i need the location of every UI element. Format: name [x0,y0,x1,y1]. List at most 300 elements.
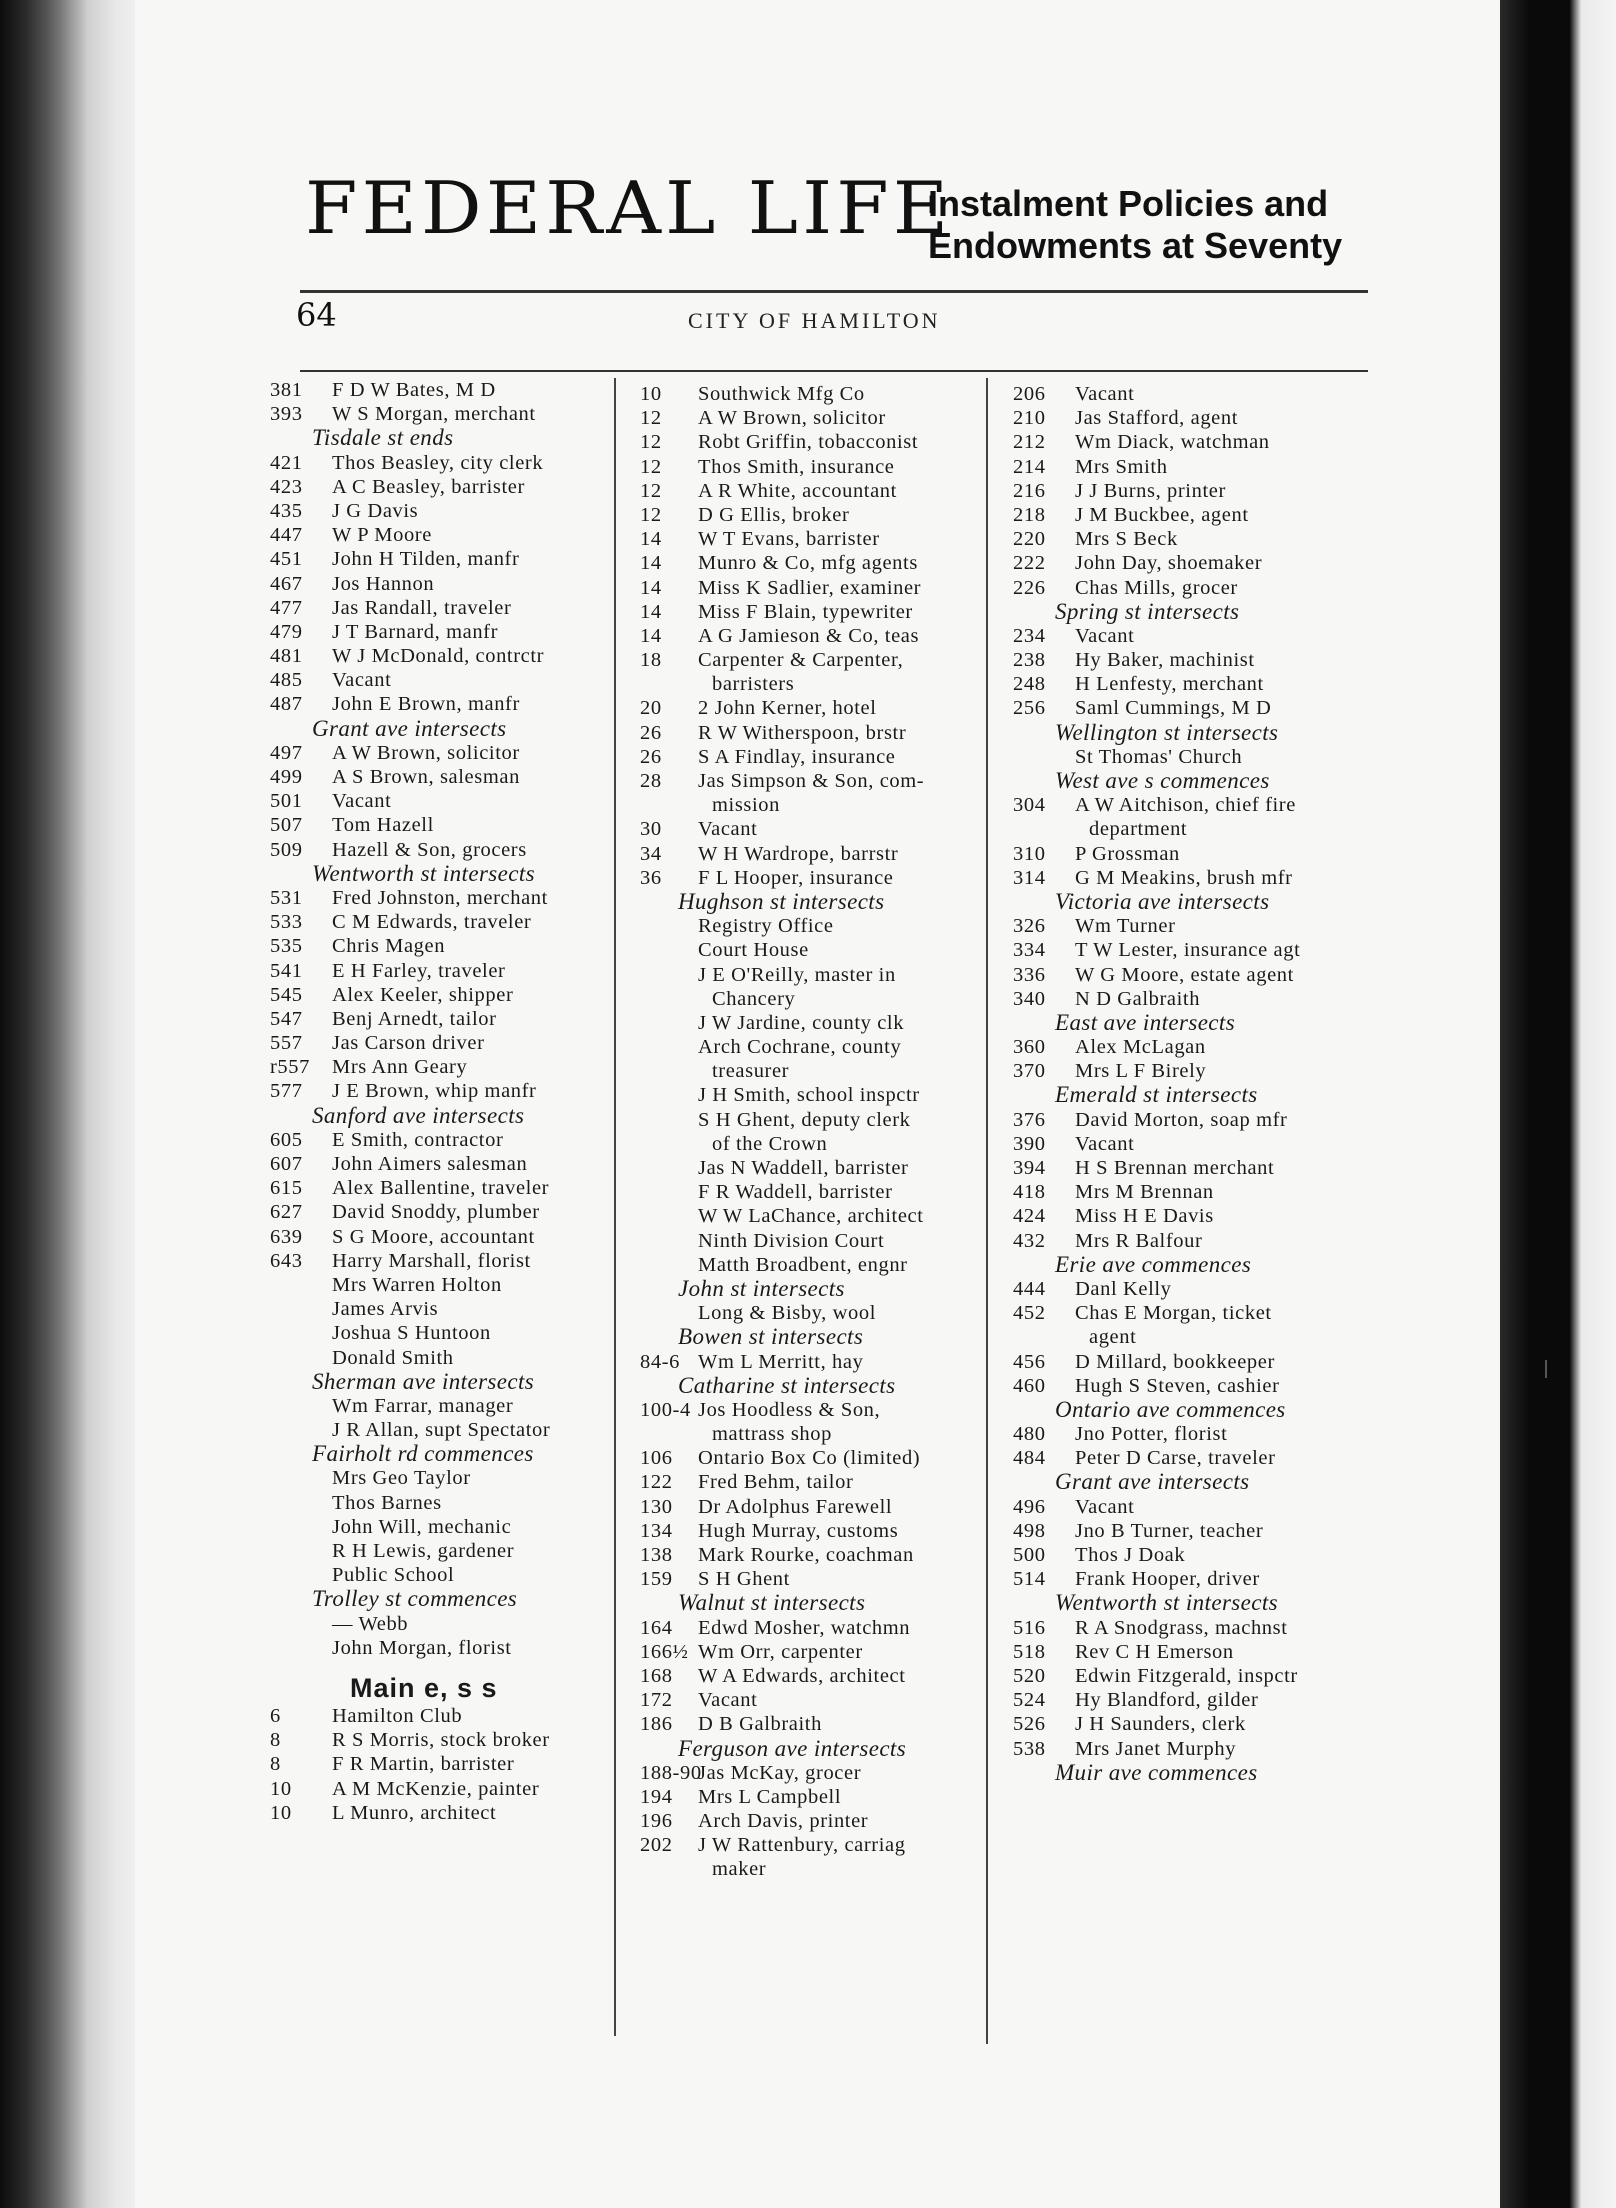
resident-name: L Munro, architect [332,1801,497,1824]
resident-name: Arch Cochrane, county [698,1036,902,1059]
resident-name: Alex McLagan [1075,1036,1206,1059]
directory-entry [1013,503,1368,527]
street-heading-text: Wellington st intersects [1055,719,1279,745]
directory-entry [640,406,986,430]
street-heading [270,1442,615,1466]
street-heading-text: Erie ave commences [1055,1251,1252,1277]
directory-entry [1013,1229,1368,1253]
directory-entry [1013,1495,1368,1519]
directory-entry [270,1007,615,1031]
house-number: 106 [640,1447,673,1470]
directory-entry [640,1059,986,1083]
house-number: 340 [1013,987,1046,1010]
street-heading-text: Walnut st intersects [678,1590,866,1616]
resident-name: Rev C H Emerson [1075,1640,1234,1663]
house-number: 577 [270,1080,303,1103]
directory-entry [1013,1301,1368,1325]
house-number: 516 [1013,1616,1046,1639]
resident-name: Registry Office [698,915,834,938]
resident-name: Joshua S Huntoon [332,1322,491,1345]
street-heading-text: Bowen st intersects [678,1324,864,1350]
street-heading-text: Catharine st intersects [678,1372,896,1398]
resident-name: maker [712,1858,767,1881]
directory-entry [1013,1204,1368,1228]
directory-entry [1013,1543,1368,1567]
directory-entry [270,1418,615,1442]
directory-entry [640,430,986,454]
street-heading [1013,1011,1368,1035]
directory-entry [640,1833,986,1857]
resident-name: R H Lewis, gardener [332,1540,515,1562]
street-heading [640,1591,986,1615]
resident-name: A R White, accountant [698,479,897,502]
street-heading-text: East ave intersects [1055,1009,1236,1035]
resident-name: Jas Carson driver [332,1032,485,1055]
directory-entry [640,455,986,479]
directory-entry [1013,1277,1368,1301]
directory-entry [270,547,615,571]
directory-column-3 [1013,382,1368,1785]
house-number: 627 [270,1201,303,1224]
street-heading [1013,769,1368,793]
directory-entry [640,1664,986,1688]
house-number: 6 [270,1704,281,1727]
resident-name: Jas Simpson & Son, com- [698,770,925,792]
page-number: 64 [296,296,337,334]
directory-entry [1013,382,1368,406]
resident-name: Vacant [698,1689,758,1712]
resident-name: S H Ghent, deputy clerk [698,1108,911,1131]
directory-entry [1013,1712,1368,1736]
street-heading [270,1370,615,1394]
house-number: 545 [270,983,303,1006]
resident-name: F D W Bates, M D [332,379,496,401]
resident-name: A W Aitchison, chief fire [1075,794,1296,817]
resident-name: Chancery [712,987,796,1010]
directory-entry [640,1422,986,1446]
directory-entry [270,1249,615,1273]
directory-entry [1013,1664,1368,1688]
resident-name: A W Brown, solicitor [332,741,520,764]
directory-entry [640,672,986,696]
directory-entry [1013,576,1368,600]
directory-entry [640,745,986,769]
resident-name: S H Ghent [698,1568,790,1591]
street-heading-text: Spring st intersects [1055,598,1240,624]
house-number: 518 [1013,1640,1046,1663]
resident-name: Mark Rourke, coachman [698,1544,914,1566]
house-number: 487 [270,693,303,716]
resident-name: W P Moore [332,524,432,547]
house-number: 134 [640,1519,673,1542]
directory-entry [270,692,615,716]
house-number: 334 [1013,939,1046,962]
resident-name: S A Findlay, insurance [698,745,896,768]
street-heading-text: John st intersects [678,1275,845,1301]
house-number: 12 [640,479,662,502]
street-heading-text: West ave s commences [1055,768,1270,793]
directory-entry [270,596,615,620]
header-rule [300,290,1368,293]
directory-entry [270,1176,615,1200]
directory-entry [640,1470,986,1494]
house-number: 435 [270,499,303,522]
house-number: 496 [1013,1495,1046,1518]
street-heading-text: Tisdale st ends [312,425,454,451]
directory-entry [270,1079,615,1103]
street-heading-text: Trolley st commences [312,1586,518,1612]
resident-name: Miss K Sadlier, examiner [698,576,922,599]
street-heading-text: Wentworth st intersects [312,860,536,886]
directory-entry [640,576,986,600]
resident-name: Matth Broadbent, engnr [698,1253,908,1276]
house-number: 84-6 [640,1350,680,1373]
house-number: 452 [1013,1302,1046,1325]
resident-name: mission [712,794,780,817]
column-divider [986,378,988,2044]
resident-name: Court House [698,939,809,962]
resident-name: E Smith, contractor [332,1128,504,1151]
house-number: 234 [1013,624,1046,647]
directory-entry [1013,1737,1368,1761]
advert-line-2: Endowments at Seventy [928,225,1343,266]
directory-entry [1013,914,1368,938]
directory-entry [1013,1325,1368,1349]
house-number: 206 [1013,383,1046,405]
directory-entry [640,551,986,575]
resident-name: D B Galbraith [698,1713,822,1736]
house-number: 477 [270,596,303,619]
house-number: 159 [640,1568,673,1591]
house-number: 210 [1013,407,1046,430]
directory-entry [270,910,615,934]
house-number: 172 [640,1689,673,1712]
house-number: 424 [1013,1205,1046,1228]
directory-entry [270,741,615,765]
resident-name: Carpenter & Carpenter, [698,649,904,672]
house-number: 256 [1013,697,1046,720]
resident-name: Southwick Mfg Co [698,383,865,405]
resident-name: Fred Behm, tailor [698,1471,854,1494]
house-number: 456 [1013,1350,1046,1373]
directory-entry [270,1321,615,1345]
house-number: 18 [640,649,662,672]
street-heading [1013,721,1368,745]
resident-name: — Webb [332,1612,409,1635]
street-heading [640,1277,986,1301]
resident-name: A G Jamieson & Co, teas [698,624,920,647]
directory-entry [1013,987,1368,1011]
directory-entry [1013,672,1368,696]
resident-name: Wm Farrar, manager [332,1394,514,1417]
resident-name: Vacant [1075,383,1135,405]
directory-entry [270,765,615,789]
house-number: 520 [1013,1664,1046,1687]
directory-entry [1013,963,1368,987]
house-number: 202 [640,1834,673,1857]
street-heading [270,426,615,450]
directory-entry [1013,430,1368,454]
resident-name: H S Brennan merchant [1075,1157,1275,1179]
resident-name: Thos Smith, insurance [698,455,895,478]
house-number: 615 [270,1177,303,1200]
resident-name: Munro & Co, mfg agents [698,552,918,575]
house-number: 14 [640,624,662,647]
house-number: 212 [1013,431,1046,454]
street-heading [1013,1083,1368,1107]
directory-entry [270,813,615,837]
directory-entry [640,648,986,672]
directory-entry [1013,1446,1368,1470]
house-number: 432 [1013,1229,1046,1252]
resident-name: W S Morgan, merchant [332,403,536,426]
house-number: 314 [1013,866,1046,889]
street-heading [270,717,615,741]
house-number: 607 [270,1153,303,1175]
resident-name: Mrs Geo Taylor [332,1467,471,1490]
house-number: 8 [270,1729,281,1752]
street-heading [1013,1591,1368,1615]
directory-entry [640,1035,986,1059]
directory-entry [640,1446,986,1470]
house-number: 138 [640,1544,673,1566]
resident-name: Chas E Morgan, ticket [1075,1302,1272,1325]
directory-entry [640,914,986,938]
resident-name: F R Martin, barrister [332,1753,515,1776]
street-heading [1013,1398,1368,1422]
resident-name: Mrs S Beck [1075,528,1178,551]
resident-name: J T Barnard, manfr [332,620,499,643]
street-heading [640,1325,986,1349]
house-number: 26 [640,721,662,744]
house-number: 501 [270,790,303,813]
directory-entry [1013,1422,1368,1446]
directory-entry [640,600,986,624]
street-heading-text: Sherman ave intersects [312,1368,535,1394]
resident-name: Robt Griffin, tobacconist [698,431,919,454]
resident-name: Mrs Warren Holton [332,1273,502,1296]
house-number: 394 [1013,1157,1046,1179]
directory-entry [1013,1567,1368,1591]
directory-entry [640,769,986,793]
resident-name: Public School [332,1564,455,1587]
house-number: 28 [640,770,662,792]
resident-name: G M Meakins, brush mfr [1075,866,1293,889]
directory-entry [270,475,615,499]
resident-name: Dr Adolphus Farewell [698,1495,893,1518]
directory-entry [270,523,615,547]
resident-name: Mrs L F Birely [1075,1060,1207,1083]
street-heading [1013,600,1368,624]
house-number: 499 [270,766,303,788]
running-head: CITY OF HAMILTON [688,308,941,333]
directory-entry [640,987,986,1011]
house-number: 423 [270,475,303,498]
resident-name: P Grossman [1075,842,1180,865]
resident-name: Alex Ballentine, traveler [332,1177,550,1200]
house-number: 12 [640,455,662,478]
resident-name: Tom Hazell [332,814,434,837]
house-number: 479 [270,620,303,643]
directory-entry [270,1394,615,1418]
resident-name: Chris Magen [332,935,446,958]
house-number: 336 [1013,963,1046,986]
street-heading [270,1104,615,1128]
street-heading-text: Ferguson ave intersects [678,1735,907,1761]
directory-entry [1013,1108,1368,1132]
house-number: 538 [1013,1737,1046,1760]
street-heading [270,1587,615,1611]
section-heading [270,1660,615,1704]
resident-name: Frank Hooper, driver [1075,1568,1260,1591]
directory-column-1 [270,378,615,1825]
resident-name: of the Crown [712,1132,828,1155]
house-number: 421 [270,451,303,474]
directory-entry [270,378,615,402]
house-number: 509 [270,838,303,861]
resident-name: David Snoddy, plumber [332,1201,540,1224]
house-number: 14 [640,600,662,623]
section-heading-text: Main e, s s [350,1672,498,1703]
directory-entry [270,886,615,910]
street-heading [640,1737,986,1761]
directory-entry [640,1567,986,1591]
house-number: 222 [1013,552,1046,575]
house-number: 326 [1013,915,1046,938]
directory-entry [270,499,615,523]
directory-entry [270,1752,615,1776]
directory-entry [640,1253,986,1277]
directory-entry [640,1857,986,1881]
resident-name: Jos Hannon [332,572,435,595]
house-number: 526 [1013,1713,1046,1736]
resident-name: James Arvis [332,1298,439,1321]
directory-entry [1013,648,1368,672]
directory-entry [640,1229,986,1253]
resident-name: Harry Marshall, florist [332,1249,531,1272]
house-number: 498 [1013,1519,1046,1542]
street-heading-text: Fairholt rd commences [312,1441,534,1467]
directory-entry [270,1515,615,1539]
resident-name: Wm Diack, watchman [1075,431,1270,454]
house-number: 26 [640,745,662,768]
directory-entry [1013,1350,1368,1374]
directory-entry [1013,1059,1368,1083]
scan-right-margin [1500,0,1616,2208]
directory-entry [640,1180,986,1204]
resident-name: Saml Cummings, M D [1075,697,1272,720]
resident-name: John Aimers salesman [332,1153,528,1175]
house-number: 10 [270,1801,292,1824]
resident-name: J E O'Reilly, master in [698,963,896,986]
house-number: 14 [640,576,662,599]
directory-entry [640,1204,986,1228]
street-heading [640,890,986,914]
house-number: 214 [1013,455,1046,478]
resident-name: A W Brown, solicitor [698,407,886,430]
house-number: 238 [1013,649,1046,672]
directory-entry [640,1011,986,1035]
resident-name: W H Wardrope, barrstr [698,842,899,865]
resident-name: barristers [712,673,795,696]
house-number: 10 [270,1777,292,1800]
resident-name: J E Brown, whip manfr [332,1080,537,1103]
resident-name: Benj Arnedt, tailor [332,1007,497,1030]
resident-name: John H Tilden, manfr [332,548,520,571]
directory-entry [640,527,986,551]
house-number: 188-90 [640,1761,702,1784]
resident-name: agent [1089,1326,1137,1349]
resident-name: Hamilton Club [332,1704,463,1727]
house-number: 12 [640,407,662,430]
street-heading-text: Grant ave intersects [312,715,507,741]
resident-name: Chas Mills, grocer [1075,576,1238,599]
directory-entry [1013,624,1368,648]
resident-name: J G Davis [332,499,419,522]
resident-name: Wm Turner [1075,915,1176,938]
house-number: 497 [270,741,303,764]
house-number: 8 [270,1753,281,1776]
directory-entry [270,1612,615,1636]
directory-entry [1013,696,1368,720]
street-heading [1013,1470,1368,1494]
directory-entry [270,668,615,692]
house-number: 370 [1013,1060,1046,1083]
house-number: 418 [1013,1181,1046,1204]
directory-entry [1013,527,1368,551]
resident-name: John E Brown, manfr [332,693,520,716]
directory-entry [640,1398,986,1422]
resident-name: David Morton, soap mfr [1075,1108,1288,1131]
directory-entry [1013,938,1368,962]
street-heading [1013,890,1368,914]
directory-entry [270,983,615,1007]
house-number: 194 [640,1785,673,1808]
street-heading-text: Victoria ave intersects [1055,888,1270,914]
house-number: r557 [270,1056,310,1079]
directory-entry [1013,866,1368,890]
house-number: 547 [270,1007,303,1030]
directory-entry [640,382,986,406]
resident-name: treasurer [712,1060,790,1083]
house-number: 14 [640,528,662,551]
house-number: 531 [270,886,303,909]
resident-name: Long & Bisby, wool [698,1302,877,1325]
directory-entry [640,1519,986,1543]
resident-name: John Will, mechanic [332,1515,512,1538]
directory-entry [640,866,986,890]
directory-entry [270,1152,615,1176]
directory-entry [270,1777,615,1801]
house-number: 390 [1013,1132,1046,1155]
resident-name: D G Ellis, broker [698,503,850,526]
directory-entry [1013,479,1368,503]
directory-entry [640,938,986,962]
directory-entry [640,1785,986,1809]
house-number: 226 [1013,576,1046,599]
house-number: 100-4 [640,1398,691,1421]
margin-mark [1545,1360,1547,1378]
running-head-rule [300,370,1368,372]
resident-name: Hugh S Steven, cashier [1075,1374,1280,1397]
directory-entry [640,1495,986,1519]
street-heading-text: Hughson st intersects [678,888,885,914]
resident-name: W A Edwards, architect [698,1664,906,1687]
resident-name: Wm Orr, carpenter [698,1640,863,1663]
directory-entry [640,793,986,817]
directory-entry [270,1031,615,1055]
resident-name: Danl Kelly [1075,1277,1172,1300]
